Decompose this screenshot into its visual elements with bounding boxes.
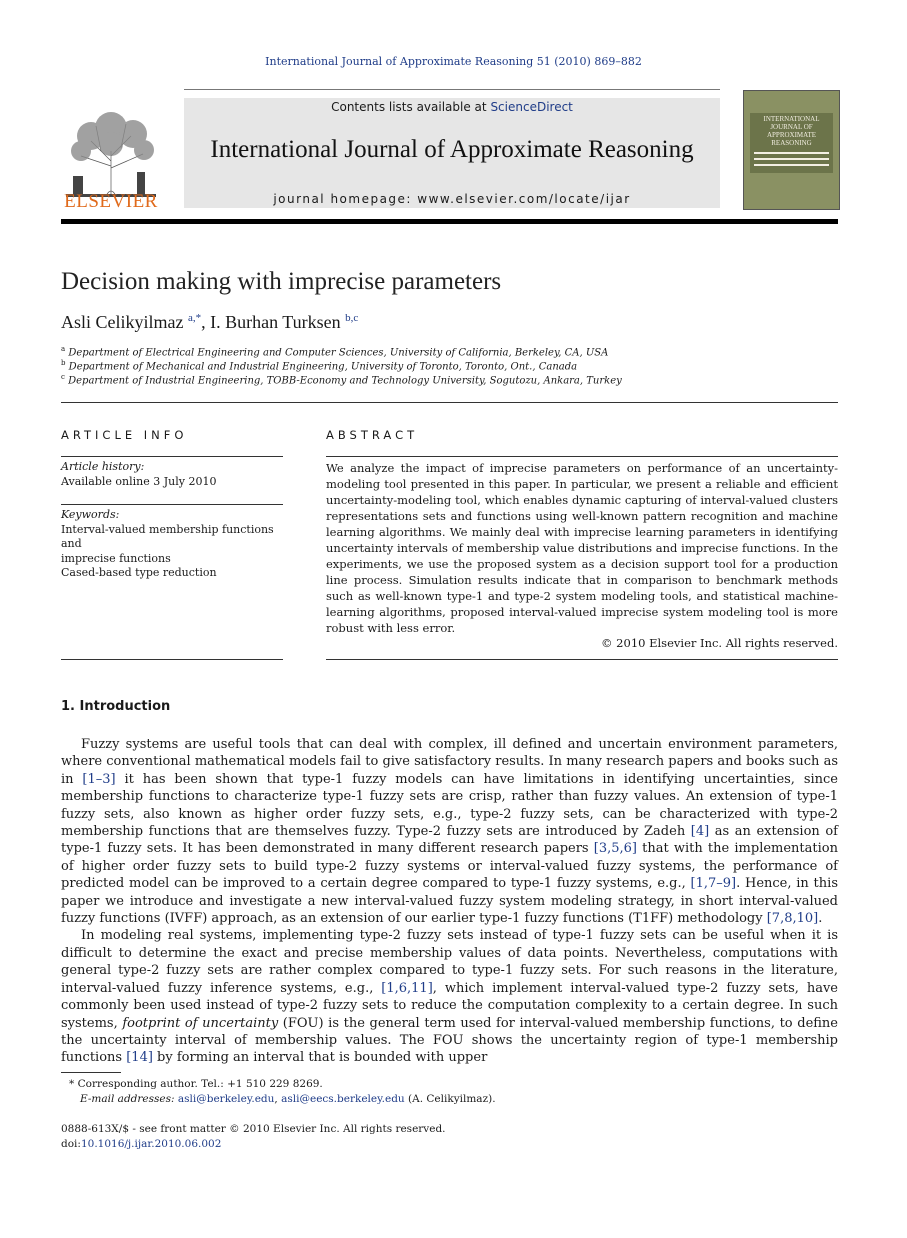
author-affil-mark[interactable]: b,c (345, 312, 359, 324)
corresponding-author-note: * Corresponding author. Tel.: +1 510 229 8269. (69, 1078, 323, 1090)
doi-line: doi:10.1016/j.ijar.2010.06.002 (61, 1138, 222, 1150)
article-info-bottom-rule (61, 659, 283, 660)
abstract-rule (326, 456, 838, 457)
sciencedirect-link[interactable]: ScienceDirect (490, 100, 573, 114)
author-list: Asli Celikyilmaz $^{a,*}$, I. Burhan Turksen $^{b,c}$ (61, 312, 359, 332)
affiliation: $^b$ Department of Mechanical and Industrial Engineering, University of Toronto, Toronto, Ont., Canada (61, 359, 578, 373)
affiliation: $^a$ Department of Electrical Engineering and Computer Sciences, University of California, Berkeley, CA, USA (61, 345, 609, 359)
history-value: Available online 3 July 2010 (61, 474, 217, 488)
author-name: I. Burhan Turksen (210, 312, 341, 332)
article-info-rule (61, 456, 283, 457)
author-affil-mark[interactable]: a,* (187, 312, 202, 324)
doi-link[interactable]: 10.1016/j.ijar.2010.06.002 (80, 1138, 222, 1150)
email-link[interactable]: asli@berkeley.edu (177, 1093, 275, 1105)
email-addresses: E-mail addresses: asli@berkeley.edu, asli@eecs.berkeley.edu (A. Celikyilmaz). (80, 1093, 496, 1105)
contents-prefix: Contents lists available at (331, 100, 491, 114)
author-name: Asli Celikyilmaz (61, 312, 184, 332)
reference-link[interactable]: [1–3] (82, 771, 116, 787)
reference-link[interactable]: [7,8,10] (766, 911, 819, 927)
intro-paragraph: In modeling real systems, implementing type-2 fuzzy sets instead of type-1 fuzzy sets can be useful when it is difficult to determine the exact and precise membership values of data points. Nevertheless, computations with general type-2 fuzzy sets are rather complex compared to type-1 fuzzy sets. For such reasons in the literature, interval-valued fuzzy inference systems, e.g., [1,6,11], which implement interval-valued type-2 fuzzy sets, have commonly been used instead of type-2 fuzzy sets to reduce the computation complexity to a certain degree. In such systems, footprint of uncertainty (FOU) is the general term used for interval-valued membership functions, to define the uncertainty interval of membership values. The FOU shows the uncertainty region of type-1 membership functions [14] by forming an interval that is bounded with upper (61, 928, 838, 1066)
journal-name: International Journal of Approximate Reasoning (210, 136, 694, 163)
issn-line: 0888-613X/$ - see front matter © 2010 Elsevier Inc. All rights reserved. (61, 1123, 446, 1135)
keyword: imprecise functions (61, 551, 171, 565)
journal-cover-thumbnail (743, 90, 840, 210)
reference-link[interactable]: [3,5,6] (593, 841, 637, 857)
cover-wave-graphic (754, 149, 829, 171)
elsevier-wordmark: ELSEVIER (64, 191, 158, 212)
section-heading-introduction: 1. Introduction (61, 699, 171, 714)
intro-body (61, 736, 838, 1067)
abstract-heading: ABSTRACT (326, 428, 419, 442)
abstract-copyright: © 2010 Elsevier Inc. All rights reserved. (601, 636, 838, 650)
header-thick-rule (61, 219, 838, 224)
cover-title: INTERNATIONAL JOURNAL OF APPROXIMATE REASONING (763, 115, 820, 147)
contents-available-line (184, 100, 720, 114)
abstract-bottom-rule (326, 659, 838, 660)
footnote-rule (61, 1072, 121, 1073)
affiliation-rule (61, 402, 838, 403)
abstract-text: We analyze the impact of imprecise parameters on performance of an uncertainty-modeling tool presented in this paper. In particular, we present a reliable and efficient uncertainty-modeling tool, which enables dynamic capturing of interval-valued clusters representations sets and functions using well-known pattern recognition and machine learning algorithms. We mainly deal with imprecise learning parameters in identifying uncertainty intervals of membership value distributions and imprecise functions. In the experiments, we use the proposed system as a decision support tool for a production line process. Simulation results indicate that in comparison to benchmark methods such as well-known type-1 and type-2 system modeling tools, and statistical machine-learning algorithms, proposed interval-valued imprecise system modeling tool is more robust with less error. (326, 461, 838, 635)
history-label: Article history: (61, 460, 145, 473)
affiliation: $^c$ Department of Industrial Engineering, TOBB-Economy and Technology University, Sogutozu, Ankara, Turkey (61, 373, 622, 387)
header-top-rule (184, 89, 720, 90)
article-history (61, 460, 216, 489)
reference-link[interactable]: [1,6,11] (381, 980, 433, 996)
intro-paragraph: Fuzzy systems are useful tools that can deal with complex, ill defined and uncertain environment parameters, where conventional mathematical models fail to give satisfactory results. In many research papers and books such as in [1–3] it has been shown that type-1 fuzzy models can have limitations in identifying uncertainties, since membership functions to characterize type-1 fuzzy sets are crisp, rather than fuzzy values. An extension of type-1 fuzzy sets, also known as higher order fuzzy sets, e.g., type-2 fuzzy sets, can be characterized with type-2 membership functions that are themselves fuzzy. Type-2 fuzzy sets are introduced by Zadeh [4] as an extension of type-1 fuzzy sets. It has been demonstrated in many different research papers [3,5,6] that with the implementation of higher order fuzzy sets to build type-2 fuzzy systems or interval-valued fuzzy systems, the performance of predicted model can be improved to a certain degree compared to type-1 fuzzy systems, e.g., [1,7–9]. Hence, in this paper we introduce and investigate a new interval-valued fuzzy system modeling strategy, in short interval-valued fuzzy functions (IVFF) approach, as an extension of our earlier type-1 fuzzy functions (T1FF) methodology [7,8,10]. (61, 737, 838, 927)
keyword: Cased-based type reduction (61, 566, 217, 579)
journal-homepage[interactable]: journal homepage: www.elsevier.com/locate/ijar (273, 192, 631, 206)
article-title: Decision making with imprecise parameters (61, 268, 502, 295)
reference-link[interactable]: [4] (690, 824, 710, 840)
keyword: Interval-valued membership functions and (61, 522, 274, 550)
email-link[interactable]: asli@eecs.berkeley.edu (281, 1093, 405, 1105)
keywords-label: Keywords: (61, 508, 120, 521)
journal-citation[interactable]: International Journal of Approximate Reasoning 51 (2010) 869–882 (265, 55, 642, 68)
keywords-block (61, 508, 286, 581)
reference-link[interactable]: [14] (126, 1050, 153, 1066)
reference-link[interactable]: [1,7–9] (690, 876, 737, 892)
article-info-heading: ARTICLE INFO (61, 428, 188, 442)
keywords-rule (61, 504, 283, 505)
